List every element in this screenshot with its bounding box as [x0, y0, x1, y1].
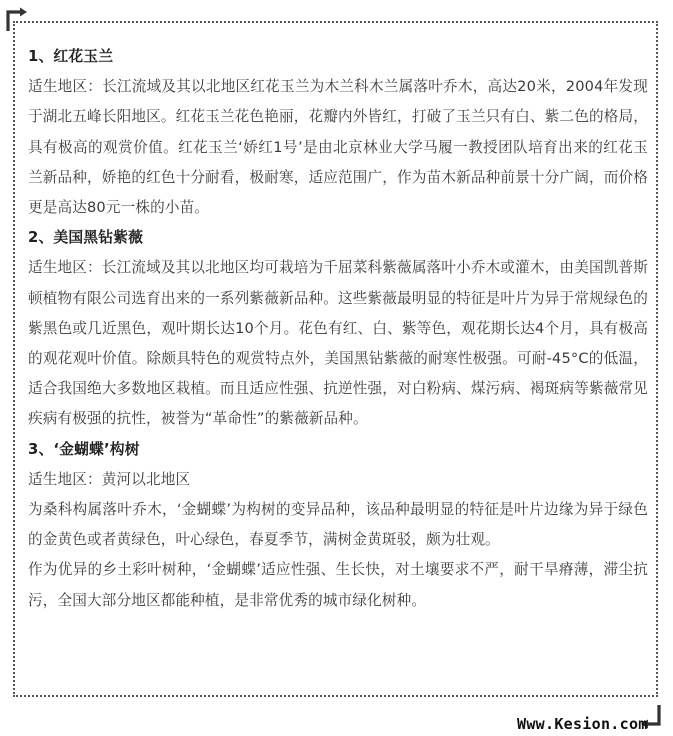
article-content — [28, 42, 648, 616]
section-paragraph: 适生地区：长江流域及其以北地区均可栽培为千屈菜科紫薇属落叶小乔木或灌木，由美国凯普斯顿植物有限公司选育出来的一系列紫薇新品种。这些紫薇最明显的特征是叶片为异于常规绿色的紫黑色或几近黑色，观叶期长达10个月。花色有红、白、紫等色，观花期长达4个月，具有极高的观花观叶价值。除颇具特色的观赏特点外，美国黑钻紫薇的耐寒性极强。可耐-45°C的低温，适合我国绝大多数地区栽植。而且适应性强、抗逆性强，对白粉病、煤污病、褐斑病等紫薇常见疾病有极强的抗性，被誉为“革命性”的紫薇新品种。 — [28, 259, 648, 428]
section-paragraph: 作为优异的乡土彩叶树种，‘金蝴蝶’适应性强、生长快，对土壤要求不严，耐干旱瘠薄，滞尘抗污，全国大部分地区都能种植，是非常优秀的城市绿化树种。 — [28, 561, 648, 609]
section-heading: 3、‘金蝴蝶’构树 — [28, 440, 140, 458]
section-heading: 1、红花玉兰 — [28, 48, 114, 65]
corner-arrow-icon — [4, 6, 30, 32]
section-heading: 2、美国黑钻紫薇 — [28, 229, 144, 247]
site-watermark: Www.Kesion.com — [517, 715, 648, 733]
section-paragraph: 适生地区：黄河以北地区 — [28, 470, 191, 488]
section-paragraph: 为桑科构属落叶乔木，‘金蝴蝶’为构树的变异品种，该品种最明显的特征是叶片边缘为异于绿色的金黄色或者黄绿色，叶心绿色，春夏季节，满树金黄斑驳，颇为壮观。 — [28, 501, 648, 549]
section-paragraph: 适生地区：长江流域及其以北地区红花玉兰为木兰科木兰属落叶乔木，高达20米，2004年发现于湖北五峰长阳地区。红花玉兰花色艳丽，花瓣内外皆红，打破了玉兰只有白、紫二色的格局，具有极高的观赏价值。红花玉兰‘娇红1号’是由北京林业大学马履一教授团队培育出来的红花玉兰新品种，娇艳的红色十分耐看，极耐寒，适应范围广，作为苗木新品种前景十分广阔，而价格更是高达80元一株的小苗。 — [28, 78, 648, 217]
